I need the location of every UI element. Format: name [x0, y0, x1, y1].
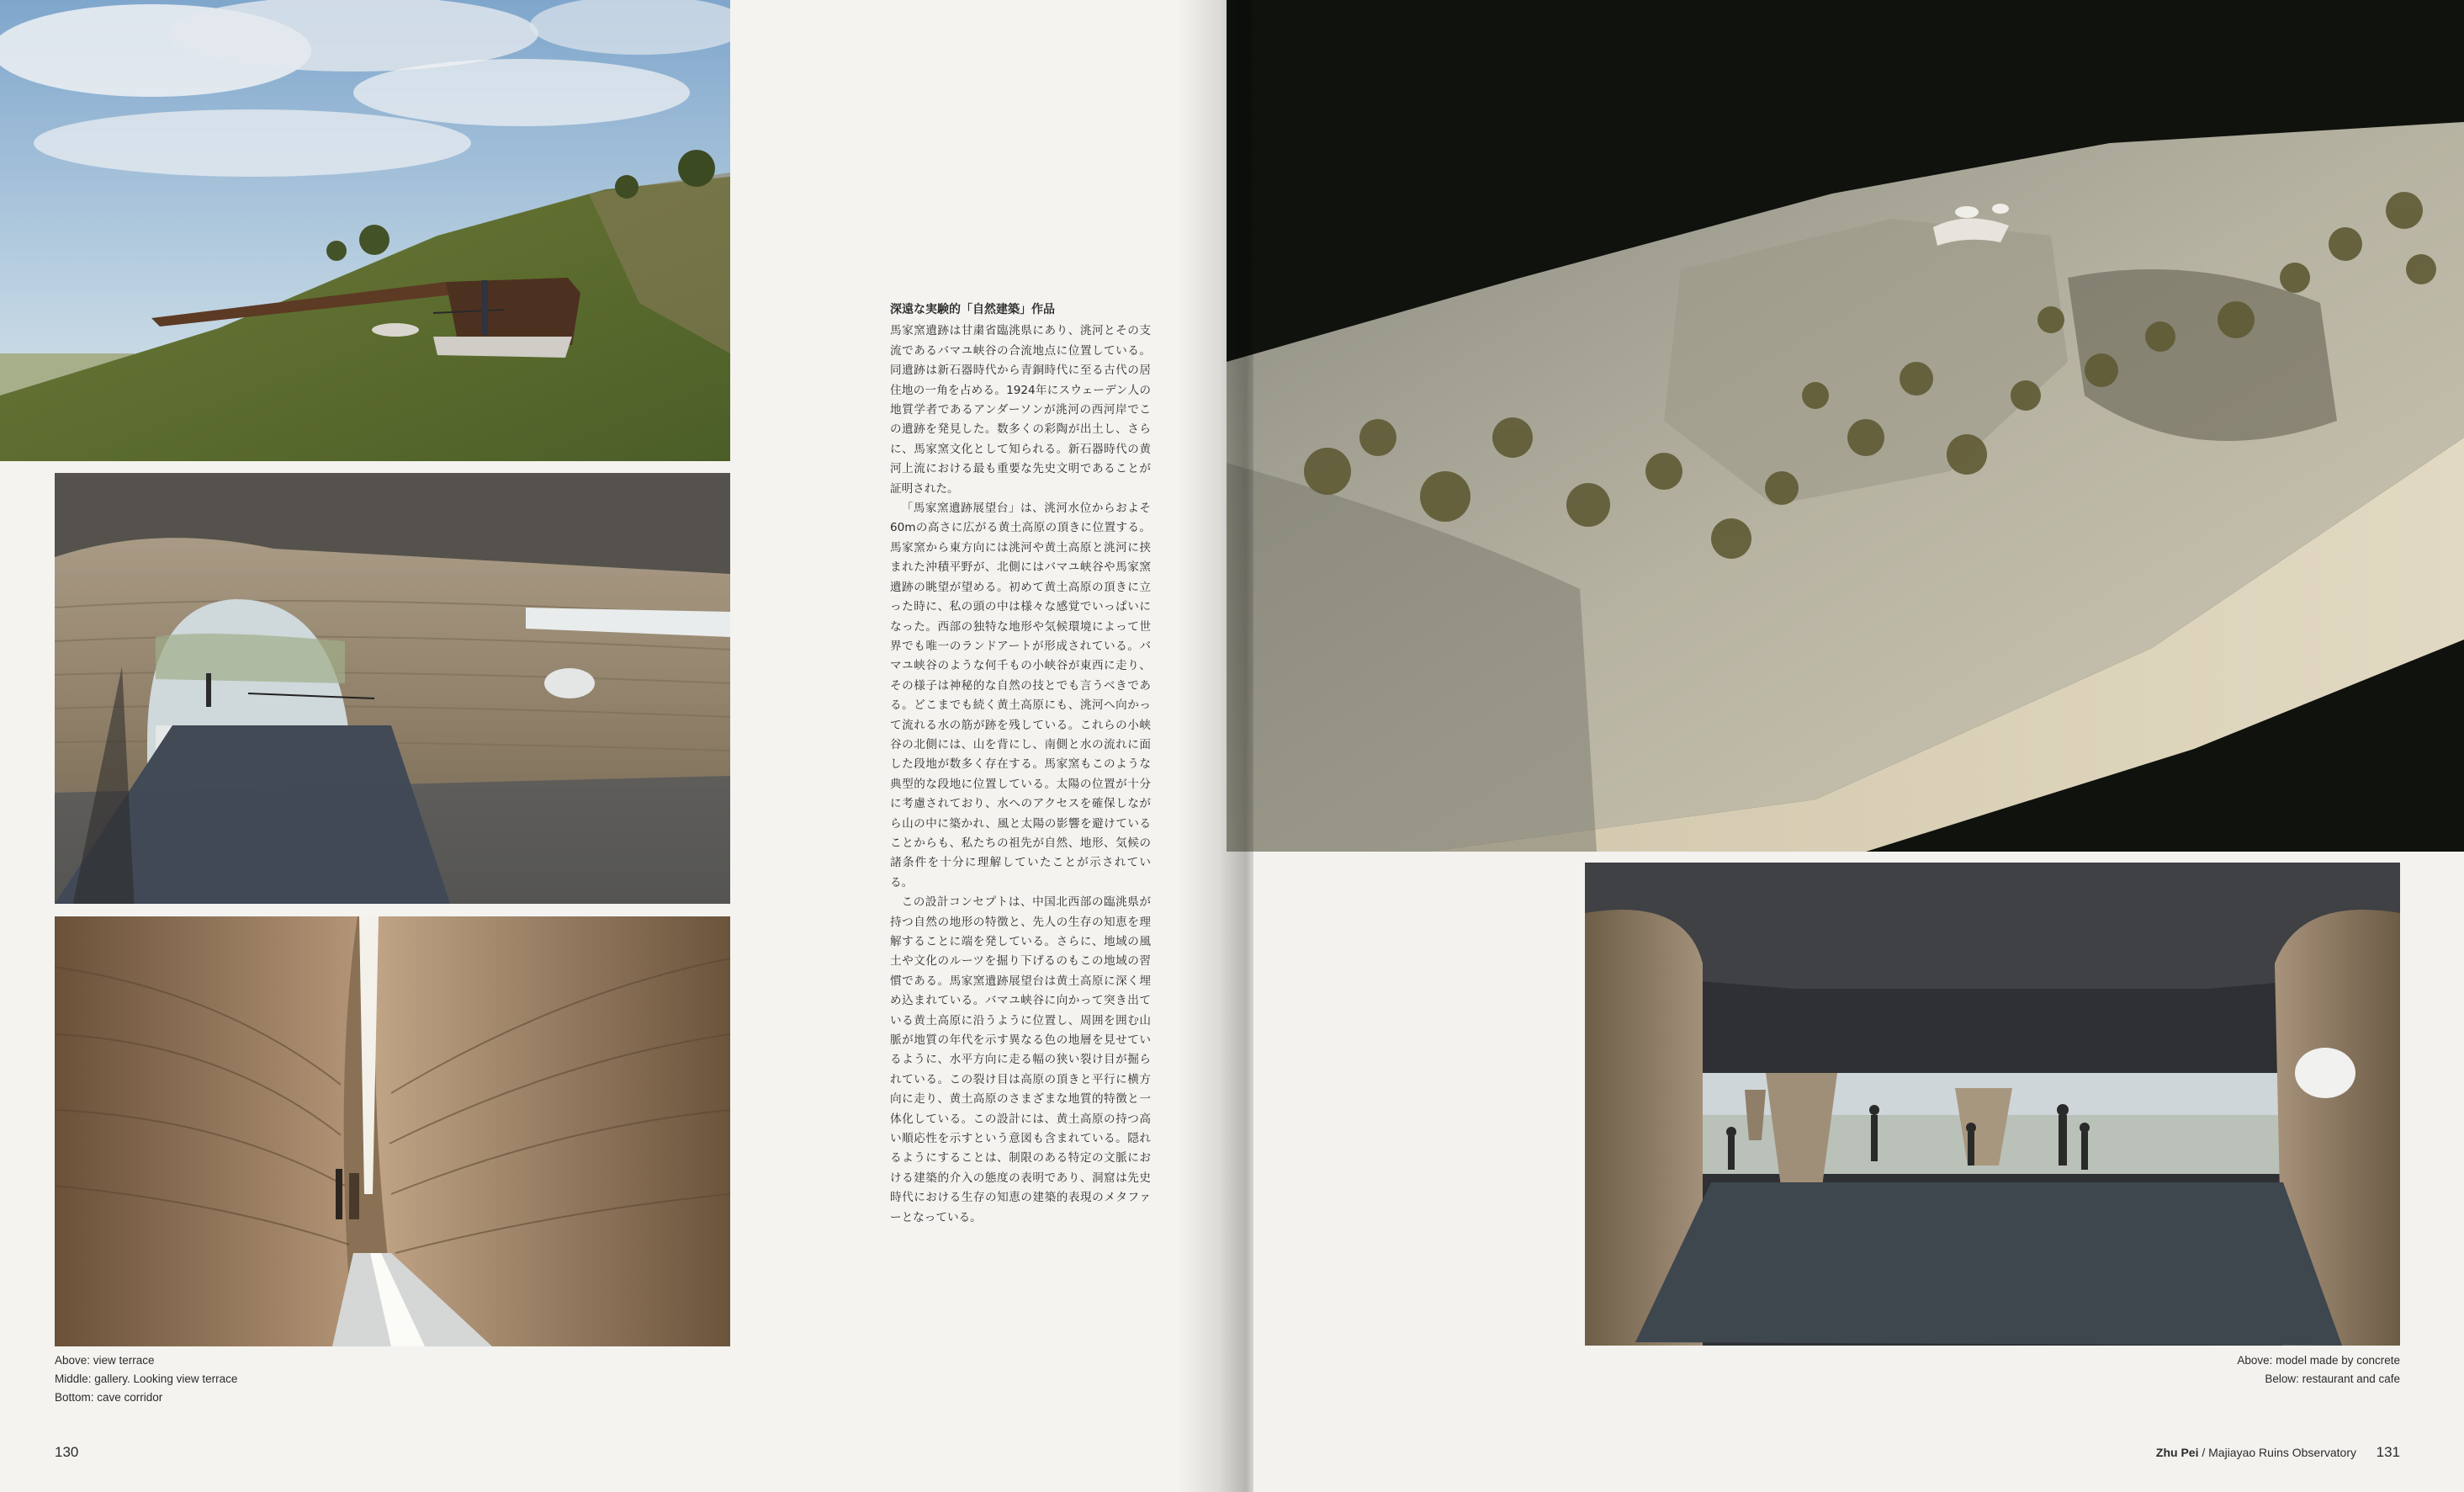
left-photo-captions [55, 1351, 237, 1407]
essay-paragraph-1: 馬家窯遺跡は甘粛省臨洮県にあり、洮河とその支流であるバマユ峡谷の合流地点に位置している。同遺跡は新石器時代から青銅時代に至る古代の居住地の一角を占める。1924年にスウェーデン人の地質学者であるアンダーソンが洮河の西河岸でこの遺跡を発見した。数多くの彩陶が出土し、さらに、馬家窯文化として知られる。新石器時代の黄河上流における最も重要な先史文明であることが証明された。 [890, 324, 1151, 496]
essay-column [890, 300, 1151, 1228]
right-photo-captions [2237, 1351, 2400, 1388]
caption-middle: Middle: gallery. Looking view terrace [55, 1373, 238, 1385]
concrete-model-photo [1227, 0, 2464, 852]
cave-corridor-photo [55, 916, 730, 1346]
caption-above-right: Above: model made by concrete [2237, 1354, 2400, 1367]
caption-bottom: Bottom: cave corridor [55, 1391, 163, 1404]
essay-paragraph-2: 「馬家窯遺跡展望台」は、洮河水位からおよそ60mの高さに広がる黄土高原の頂きに位置する。馬家窯から東方向には洮河や黄土高原と洮河に挟まれた沖積平野が、北側にはバマユ峡谷や馬家窯遺跡の眺望が望める。初めて黄土高原の頂きに立った時に、私の頭の中は様々な感覚でいっぱいになった。西部の独特な地形や気候環境によって世界でも唯一のランドアートが形成されている。バマユ峡谷のような何千もの小峡谷が東西に走り、その様子は神秘的な自然の技とでも言うべきである。どこまでも続く黄土高原にも、洮河へ向かって流れる水の筋が跡を残している。これらの小峡谷の北側には、山を背にし、南側と水の流れに面した段地が数多く存在する。馬家窯もこのような典型的な段地に位置している。太陽の位置が十分に考慮されており、水へのアクセスを確保しながら山の中に築かれ、風と太陽の影響を避けていることからも、私たちの祖先が自然、地形、気候の諸条件を十分に理解していたことが示されている。 [890, 502, 1151, 889]
caption-below-right: Below: restaurant and cafe [2265, 1373, 2400, 1385]
footer-author: Zhu Pei [2155, 1446, 2199, 1459]
restaurant-cafe-photo [1585, 863, 2400, 1346]
page-number-right: 131 [2376, 1444, 2400, 1460]
footer-project: Majiayao Ruins Observatory [2208, 1446, 2356, 1459]
caption-above: Above: view terrace [55, 1354, 155, 1367]
essay-paragraph-3: この設計コンセプトは、中国北西部の臨洮県が持つ自然の地形の特徴と、先人の生存の知恵を理解することに端を発している。さらに、地域の風土や文化のルーツを掘り下げるのもこの地域の習慣である。馬家窯遺跡展望台は黄土高原に深く埋め込まれている。バマユ峡谷に向かって突き出ている黄土高原に沿うように位置し、周囲を囲む山脈が地質の年代を示す異なる色の地層を見せているように、水平方向に走る幅の狭い裂け目が掘られている。この裂け目は高原の頂きと平行に横方向に走り、黄土高原のさまざまな地質的特徴と一体化している。この設計には、黄土高原の持つ高い順応性を示すという意図も含まれている。隠れるようにすることは、制限のある特定の文脈における建築的介入の態度の表明であり、洞窟は先史時代における生存の知恵の建築的表現のメタファーとなっている。 [890, 895, 1151, 1224]
page-number-left: 130 [55, 1444, 79, 1460]
essay-heading: 深遠な実験的「自然建築」作品 [890, 303, 1055, 316]
gallery-photo [55, 473, 730, 904]
view-terrace-photo [0, 0, 730, 461]
book-gutter-shadow [1178, 0, 1253, 1492]
footer-separator: / [2198, 1446, 2209, 1459]
running-footer [2156, 1446, 2356, 1459]
